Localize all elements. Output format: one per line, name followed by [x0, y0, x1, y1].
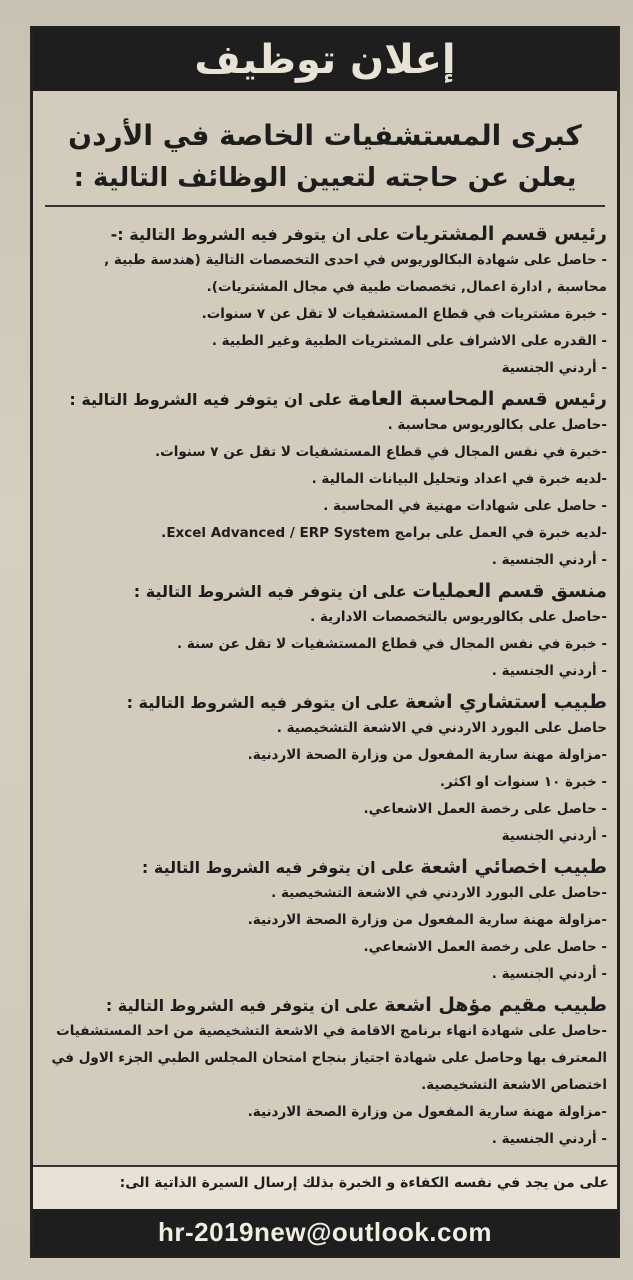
job-section: [43, 580, 607, 685]
job-title-name: طبيب استشاري اشعة: [405, 691, 607, 713]
job-section: [43, 994, 607, 1153]
requirement-item: -مزاولة مهنة سارية المفعول من وزارة الصحة الاردنية.: [247, 1104, 607, 1120]
job-title-suffix: على ان يتوفر فيه الشروط التالية :: [133, 582, 407, 601]
job-title-suffix: على ان يتوفر فيه الشروط التالية :-: [110, 225, 391, 244]
requirement-item: - أردني الجنسية .: [491, 663, 607, 679]
divider: [45, 205, 605, 207]
job-title: [43, 994, 607, 1016]
job-title-suffix: على ان يتوفر فيه الشروط التالية :: [141, 858, 415, 877]
job-title-name: رئيس قسم المشتريات: [395, 223, 607, 245]
footer-instructions: على من يجد في نفسه الكفاءة و الخبرة بذلك إرسال السيرة الذاتية الى:: [119, 1175, 609, 1191]
job-title-suffix: على ان يتوفر فيه الشروط التالية :: [105, 996, 379, 1015]
requirement-item: -حاصل على البورد الاردني في الاشعة التشخيصية .: [271, 885, 607, 901]
requirement-item: -حاصل على بكالوريوس محاسبة .: [387, 417, 607, 433]
requirement-item: -لديه خبرة في اعداد وتحليل البيانات المالية .: [311, 471, 607, 487]
requirement-item: المعترف بها وحاصل على شهادة اجتياز بنجاح امتحان المجلس الطبي الجزء الاول في: [51, 1050, 607, 1066]
headline-announcement: يعلن عن حاجته لتعيين الوظائف التالية :: [73, 163, 577, 193]
job-section: [43, 388, 607, 574]
requirement-item: - أردني الجنسية .: [491, 966, 607, 982]
job-title-suffix: على ان يتوفر فيه الشروط التالية :: [126, 693, 400, 712]
footer: [33, 1165, 617, 1255]
contact-email[interactable]: hr-2019new@outlook.com: [158, 1216, 492, 1247]
requirement-item: - أردني الجنسية: [501, 360, 607, 376]
job-section: [43, 856, 607, 988]
job-title: [43, 856, 607, 878]
job-title-name: منسق قسم العمليات: [412, 580, 607, 602]
ad-header-bar: [33, 29, 617, 91]
requirement-item: - حاصل على رخصة العمل الاشعاعي.: [363, 939, 607, 955]
job-title-name: طبيب اخصائي اشعة: [420, 856, 607, 878]
requirement-item: - خبرة ١٠ سنوات او اكثر.: [439, 774, 607, 790]
requirement-item: -مزاولة مهنة سارية المفعول من وزارة الصحة الاردنية.: [247, 747, 607, 763]
requirement-item: - أردني الجنسية .: [491, 552, 607, 568]
requirement-item: - أردني الجنسية: [501, 828, 607, 844]
requirement-item: - أردني الجنسية .: [491, 1131, 607, 1147]
requirement-item: -لديه خبرة في العمل على برامج Excel Advanced / ERP System.: [161, 525, 607, 541]
job-section: [43, 223, 607, 382]
job-sections: [43, 217, 607, 1153]
requirement-item: - حاصل على شهادات مهنية في المحاسبة .: [323, 498, 607, 514]
ad-title: إعلان توظيف: [194, 37, 456, 83]
job-ad-frame: [30, 26, 620, 1258]
requirement-item: -مزاولة مهنة سارية المفعول من وزارة الصحة الاردنية.: [247, 912, 607, 928]
requirement-item: - حاصل على شهادة البكالوريوس في احدى التخصصات التالية (هندسة طبية ,: [104, 252, 607, 268]
job-title: [43, 223, 607, 245]
requirement-item: - حاصل على رخصة العمل الاشعاعي.: [363, 801, 607, 817]
requirement-item: -خبرة في نفس المجال في قطاع المستشفيات لا تقل عن ٧ سنوات.: [155, 444, 607, 460]
job-title: [43, 691, 607, 713]
headline-hospital: كبرى المستشفيات الخاصة في الأردن: [68, 119, 582, 152]
email-box: [33, 1209, 617, 1255]
requirement-item: حاصل على البورد الاردني في الاشعة التشخيصية .: [276, 720, 607, 736]
requirement-item: اختصاص الاشعة التشخيصية.: [421, 1077, 607, 1093]
job-title-suffix: على ان يتوفر فيه الشروط التالية :: [69, 390, 343, 409]
requirement-item: -حاصل على بكالوريوس بالتخصصات الادارية .: [310, 609, 607, 625]
requirement-item: - خبرة مشتريات في قطاع المستشفيات لا تقل عن ٧ سنوات.: [201, 306, 607, 322]
job-section: [43, 691, 607, 850]
job-title-name: رئيس قسم المحاسبة العامة: [347, 388, 607, 410]
job-title: [43, 388, 607, 410]
requirement-item: -حاصل على شهادة انهاء برنامج الاقامة في الاشعة التشخيصية من احد المستشفيات: [56, 1023, 607, 1039]
job-title-name: طبيب مقيم مؤهل اشعة: [384, 994, 607, 1016]
requirement-item: - القدره على الاشراف على المشتريات الطبية وغير الطبية .: [211, 333, 607, 349]
requirement-item: محاسبة , ادارة اعمال, تخصصات طبية في مجال المشتريات).: [206, 279, 607, 295]
requirement-item: - خبرة في نفس المجال في قطاع المستشفيات لا تقل عن سنة .: [177, 636, 607, 652]
job-title: [43, 580, 607, 602]
